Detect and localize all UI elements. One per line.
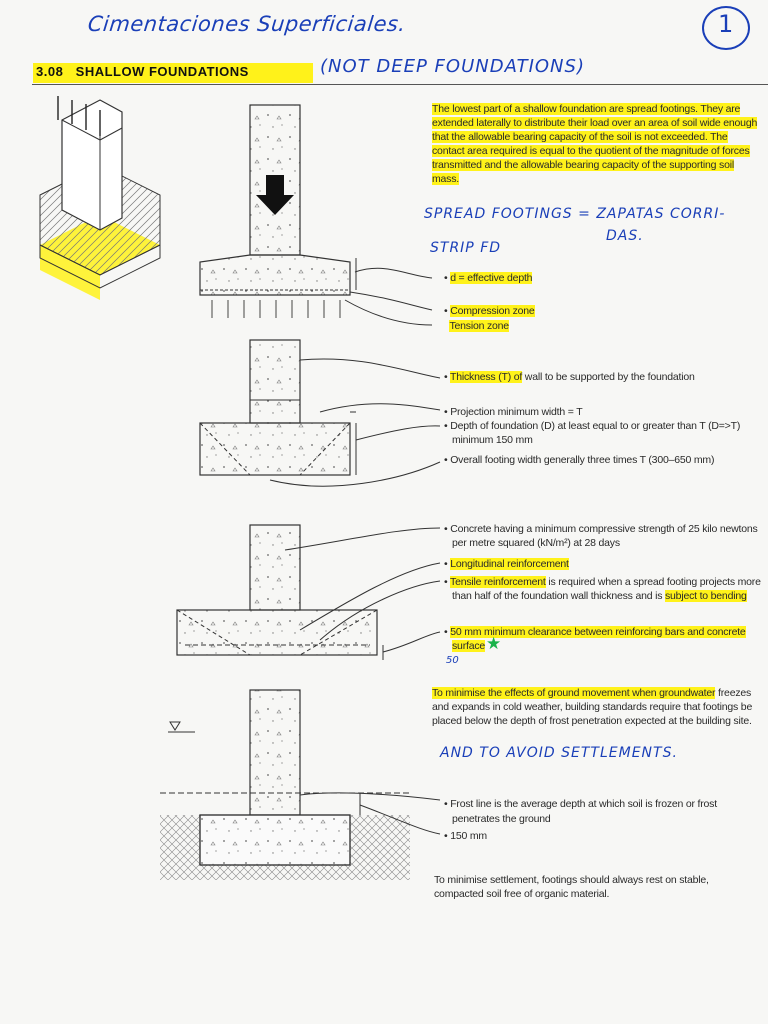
isometric-footing-sketch bbox=[40, 96, 160, 300]
label-tensile: • Tensile reinforcement is required when a spread footing projects more bbox=[444, 576, 761, 588]
label-clearance-cont: surface bbox=[452, 640, 486, 652]
label-concrete: • Concrete having a minimum compressive strength of 25 kilo newtons bbox=[444, 523, 758, 535]
label-tension-zone: Tension zone bbox=[449, 320, 509, 332]
note-spread-footings-cont: DAS. bbox=[606, 228, 644, 244]
diagram-effective-depth bbox=[200, 105, 432, 325]
handwritten-title: Cimentaciones Superficiales. bbox=[86, 12, 407, 36]
label-projection: • Projection minimum width = T bbox=[444, 406, 583, 418]
clearance-star-mark: ★ bbox=[486, 634, 502, 654]
note-spread-footings: SPREAD FOOTINGS = ZAPATAS CORRI- bbox=[424, 206, 726, 222]
settlement-line2: compacted soil free of organic material. bbox=[434, 888, 610, 900]
label-frost-line-cont: penetrates the ground bbox=[452, 813, 551, 825]
label-clearance: • 50 mm minimum clearance between reinforcing bars and concrete bbox=[444, 626, 746, 638]
label-thickness: • Thickness (T) of wall to be supported by the foundation bbox=[444, 371, 695, 383]
handwritten-subtitle: (NOT DEEP FOUNDATIONS) bbox=[320, 56, 585, 77]
label-overall-width: • Overall footing width generally three times T (300–650 mm) bbox=[444, 454, 715, 466]
note-avoid-settlements: AND TO AVOID SETTLEMENTS. bbox=[440, 745, 678, 761]
diagram-frost-line bbox=[160, 690, 440, 880]
label-frost-depth: • 150 mm bbox=[444, 830, 487, 842]
frost-paragraph: To minimise the effects of ground movement when groundwater freezes and expands in cold weather, building standards require that footings be placed below the depth of frost penetration expected at the building site. bbox=[432, 687, 753, 727]
label-frost-line: • Frost line is the average depth at which soil is frozen or frost bbox=[444, 798, 717, 810]
label-tensile-cont: than half of the foundation wall thickness and is subject to bending bbox=[452, 590, 747, 602]
label-effective-depth: • d = effective depth bbox=[444, 272, 533, 284]
note-strip-fd: STRIP FD bbox=[430, 240, 502, 256]
page-number: 1 bbox=[718, 10, 734, 38]
label-concrete-cont: per metre squared (kN/m²) at 28 days bbox=[452, 537, 620, 549]
diagram-footing-dimensions bbox=[200, 340, 440, 486]
label-longitudinal: • Longitudinal reinforcement bbox=[444, 558, 569, 570]
diagram-reinforcement bbox=[177, 525, 440, 660]
settlement-line1: To minimise settlement, footings should always rest on stable, bbox=[434, 874, 709, 886]
intro-text: The lowest part of a shallow foundation are spread footings. They are extended laterally to distribute their load over an area of soil wide enough that the allowable bearing capacity of the soil is not exceeded. The contact area required is equal to the quotient of the magnitude of forces transmitted and the allowable bearing capacity of the supporting soil mass. bbox=[432, 103, 758, 185]
section-number: 3.08 bbox=[36, 64, 64, 79]
clearance-handwritten-50: 50 bbox=[446, 655, 459, 666]
label-depth: • Depth of foundation (D) at least equal to or greater than T (D=>T) bbox=[444, 420, 741, 432]
section-heading: SHALLOW FOUNDATIONS bbox=[75, 64, 249, 79]
label-depth-cont: minimum 150 mm bbox=[452, 434, 533, 446]
label-compression-zone: • Compression zone bbox=[444, 305, 535, 317]
